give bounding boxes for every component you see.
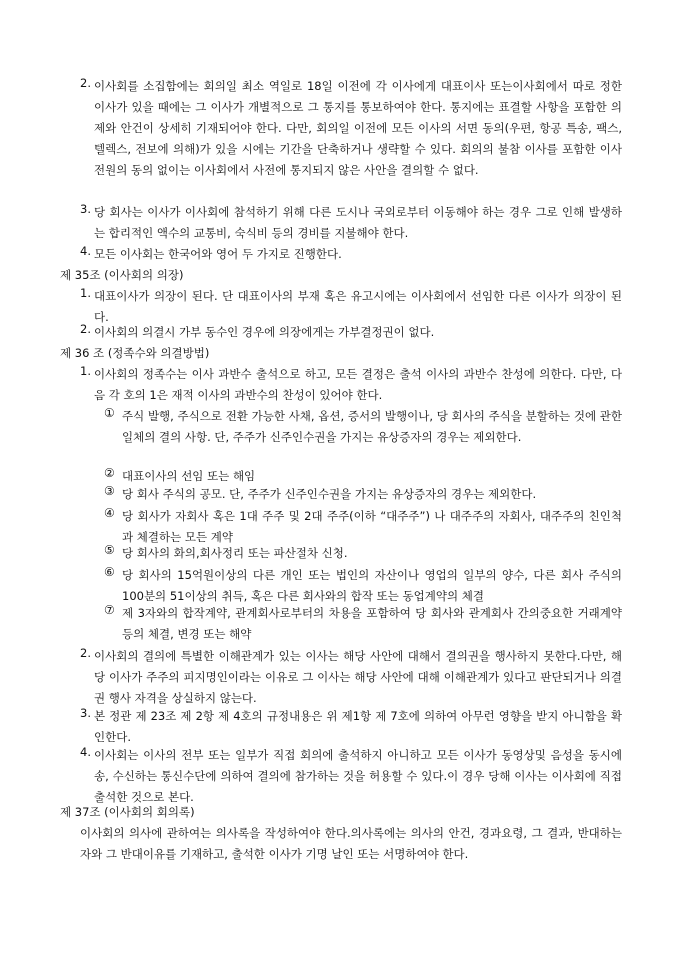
item-text: 이사회의 결의에 특별한 이해관계가 있는 이사는 해당 사안에 대해서 결의권을 행사하지 못한다.다만, 해당 이사가 주주의 피지명인이라는 이유로 그 이사는 해당 사안에 대해 이해관계가 있다고 판단되거나 의결권 행사 자격을 상실하지 않는다.: [94, 649, 622, 705]
item-text: 대표이사가 의장이 된다. 단 대표이사의 부재 혹은 유고시에는 이사회에서 선임한 다른 이사가 의장이 된다.: [94, 289, 622, 324]
sub-item-text: 당 회사가 자회사 혹은 1대 주주 및 2대 주주(이하 “대주주”) 나 대주주의 자회사, 대주주의 친인척과 체결하는 모든 계약: [122, 509, 622, 544]
sub-item-text: 주식 발행, 주식으로 전환 가능한 사채, 옵션, 증서의 발행이나, 당 회사의 주식을 분할하는 것에 관한 일체의 결의 사항. 단, 주주가 신주인수권을 가지는 유상증자의 경우는 제외한다.: [122, 409, 622, 444]
sub-item: [104, 484, 622, 505]
sub-item-text: 대표이사의 선임 또는 해임: [122, 469, 256, 483]
sub-item-marker: ⑦: [104, 603, 115, 617]
item-text: 이사회의 의결시 가부 동수인 경우에 의장에게는 가부결정권이 없다.: [94, 325, 435, 339]
sub-item: [104, 406, 622, 448]
sub-item-marker: ③: [104, 484, 115, 498]
list-item: [80, 646, 622, 709]
item-text: 이사회는 이사의 전부 또는 일부가 직접 회의에 출석하지 아니하고 모든 이사가 동영상및 음성을 동시에 송, 수신하는 통신수단에 의하여 결의에 참가하는 것을 허용할 수 있다.이 경우 당해 이사는 이사회에 직접 출석한 것으로 본다.: [94, 748, 622, 804]
article-35-heading: 제 35조 (이사회의 의장): [60, 268, 184, 282]
item-number: 4.: [80, 745, 91, 759]
sub-item: [104, 506, 622, 548]
item-number: 1.: [80, 286, 91, 300]
item-number: 2.: [80, 646, 91, 660]
item-number: 3.: [80, 706, 91, 720]
sub-item: [104, 565, 622, 607]
sub-item-marker: ⑥: [104, 565, 115, 579]
list-item: [80, 76, 622, 181]
list-item: [80, 745, 622, 808]
sub-item: [104, 543, 622, 564]
item-text: 당 회사는 이사가 이사회에 참석하기 위해 다른 도시나 국외로부터 이동해야 하는 경우 그로 인해 발생하는 합리적인 액수의 교통비, 숙식비 등의 경비를 지불해야 한다.: [94, 205, 622, 240]
sub-item-marker: ①: [104, 406, 115, 420]
list-item: [80, 322, 622, 343]
item-text: 이사회를 소집함에는 회의일 최소 역일로 18일 이전에 각 이사에게 대표이사 또는이사회에서 따로 정한 이사가 있을 때에는 그 이사가 개별적으로 그 통지를 통보하여야 한다. 통지에는 표결할 사항을 포함한 의제와 안건이 상세히 기재되어야 한다. 다만, 회의일 이전에 모든 이사의 서면 동의(우편, 항공 특송, 팩스, 텔렉스, 전보에 의해)가 있을 시에는 기간을 단축하거나 생략할 수 있다. 회의의 불참 이사를 포함한 이사 전원의 동의 없이는 이사회에서 사전에 통지되지 않은 사안을 결의할 수 없다.: [94, 79, 622, 177]
sub-item: [104, 603, 622, 645]
sub-item-text: 당 회사 주식의 공모. 단, 주주가 신주인수권을 가지는 유상증자의 경우는 제외한다.: [122, 487, 537, 501]
item-text: 이사회의 정족수는 이사 과반수 출석으로 하고, 모든 결정은 출석 이사의 과반수 찬성에 의한다. 다만, 다음 각 호의 1은 재적 이사의 과반수의 찬성이 있어야 한다.: [94, 367, 622, 402]
sub-item-marker: ④: [104, 506, 115, 520]
list-item: [80, 364, 622, 406]
item-number: 4.: [80, 244, 91, 258]
item-number: 3.: [80, 202, 91, 216]
article-36-heading: 제 36 조 (정족수와 의결방법): [60, 346, 210, 360]
sub-item-marker: ②: [104, 466, 115, 480]
item-number: 2.: [80, 76, 91, 90]
article-37-heading: 제 37조 (이사회의 회의록): [60, 805, 195, 819]
sub-item-marker: ⑤: [104, 543, 115, 557]
sub-item-text: 당 회사의 화의,회사정리 또는 파산절차 신청.: [122, 546, 348, 560]
article-37-text: 이사회의 의사에 관하여는 의사록을 작성하여야 한다.의사록에는 의사의 안건, 경과요령, 그 결과, 반대하는 자와 그 반대이유를 기재하고, 출석한 이사가 기명 날인 또는 서명하여야 한다.: [80, 826, 622, 861]
list-item: [80, 202, 622, 244]
list-item: [80, 706, 622, 748]
list-item: [80, 244, 622, 265]
item-text: 모든 이사회는 한국어와 영어 두 가지로 진행한다.: [94, 247, 342, 261]
item-text: 본 정관 제 23조 제 2항 제 4호의 규정내용은 위 제1항 제 7호에 의하여 아무런 영향을 받지 아니함을 확인한다.: [94, 709, 622, 744]
item-number: 2.: [80, 322, 91, 336]
sub-item-text: 당 회사의 15억원이상의 다른 개인 또는 법인의 자산이나 영업의 일부의 양수, 다른 회사 주식의 100분의 51이상의 취득, 혹은 다른 회사와의 합작 또는 동업계약의 체결: [122, 568, 622, 603]
item-number: 1.: [80, 364, 91, 378]
sub-item-text: 제 3자와의 합작계약, 관계회사로부터의 차용을 포함하여 당 회사와 관계회사 간의중요한 거래계약 등의 체결, 변경 또는 해약: [122, 606, 622, 641]
